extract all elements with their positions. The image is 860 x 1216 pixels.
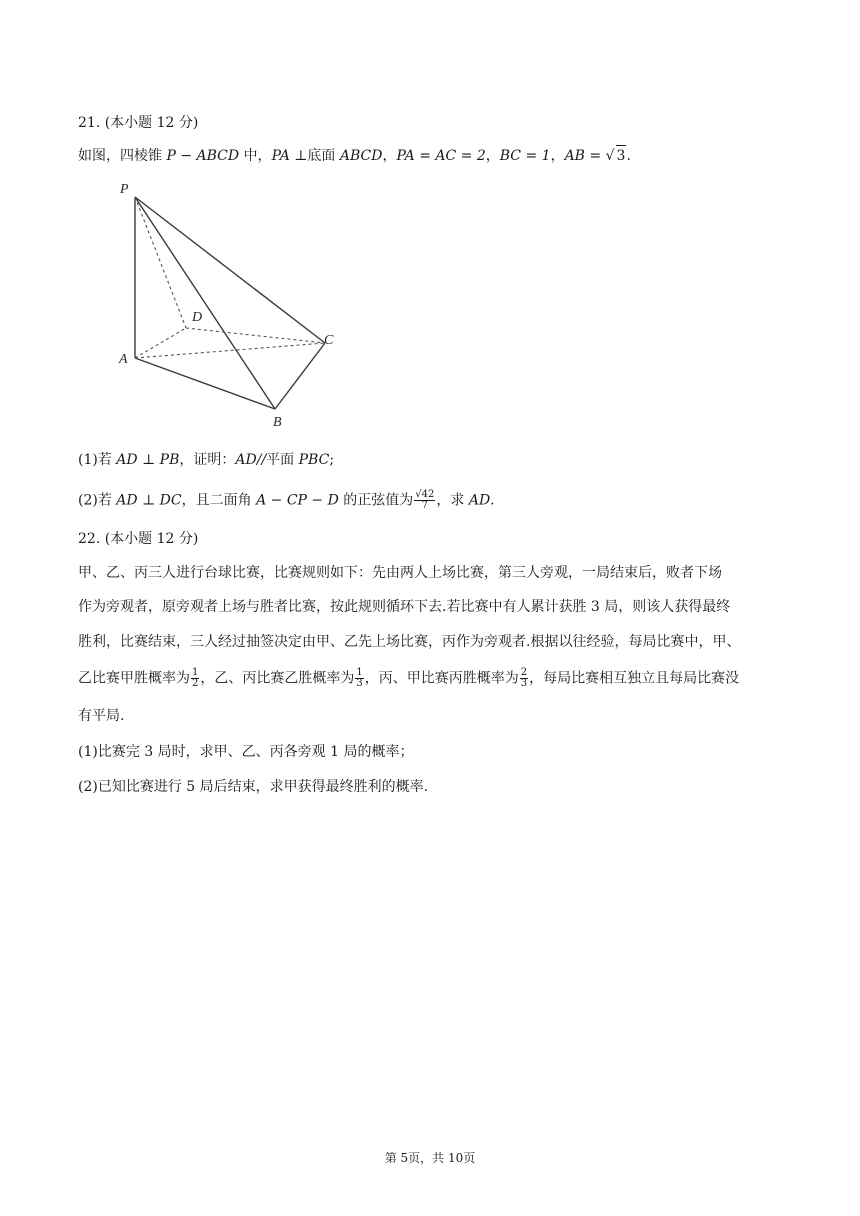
q22-part1 [78, 742, 413, 762]
q21-part2-mid3: ，求 [436, 492, 469, 509]
q21-part2-mid1: ，且二面角 [181, 492, 257, 509]
q21-part2-prefix: (2)若 [78, 492, 117, 509]
label-a: A [119, 352, 128, 367]
edge-ac [135, 343, 325, 358]
q21-part2 [78, 490, 495, 511]
q21-base-name: ABCD [339, 148, 383, 164]
edge-ab [135, 358, 275, 409]
q21-pyramid-name: P − ABCD [166, 148, 240, 164]
q21-part1-condition: AD ⊥ PB [116, 452, 180, 468]
q21-part2-end: . [490, 492, 495, 509]
q22-line2-text: 作为旁观者，原旁观者上场与胜者比赛，按此规则循环下去.若比赛中有人累计获胜 3 局，则该人获得最终 [78, 599, 731, 615]
q22-header-text: 22. (本小题 12 分) [78, 531, 199, 547]
q21-part1-end: ; [329, 452, 335, 468]
q21-part1-prefix: (1)若 [78, 452, 117, 468]
q21-header-text: 21. (本小题 12 分) [78, 115, 199, 131]
fraction-denominator: 3 [520, 678, 528, 689]
q21-stem-mid4: ， [485, 148, 500, 164]
q22-frac-3 [520, 668, 528, 689]
q21-length-bc: BC = 1 [499, 148, 551, 164]
q21-sqrt-symbol: √ [605, 148, 615, 164]
q21-length-pa-ac: PA = AC = 2 [396, 148, 486, 164]
pyramid-figure [112, 178, 352, 428]
q21-part1 [78, 450, 334, 470]
q21-stem-prefix: 如图，四棱锥 [78, 148, 167, 164]
q22-line5-text: 有平局. [78, 708, 125, 724]
label-d: D [192, 310, 203, 325]
q21-part2-mid2: 的正弦值为 [338, 492, 414, 509]
fraction-denominator: 2 [192, 678, 199, 689]
fraction-denominator: 3 [356, 678, 363, 689]
q22-line4-d: ，每局比赛相互独立且每局比赛没 [529, 670, 740, 687]
q22-line4-b: ，乙、丙比赛乙胜概率为 [200, 670, 355, 687]
q21-stem-end: . [626, 148, 631, 164]
fraction-numerator: √42 [415, 489, 435, 500]
fraction-numerator: 2 [520, 667, 528, 678]
q22-frac-1 [191, 668, 199, 689]
q21-stem [78, 145, 631, 166]
q21-header [78, 113, 198, 133]
q22-part2 [78, 777, 428, 797]
label-p: P [120, 182, 129, 197]
q21-part2-target: AD [468, 492, 491, 509]
q22-part1-text: (1)比赛完 3 局时，求甲、乙、丙各旁观 1 局的概率； [78, 744, 414, 760]
edge-pb [135, 197, 275, 409]
q22-line4 [78, 668, 739, 689]
q21-stem-mid1: 中， [239, 148, 272, 164]
fraction-numerator: 1 [192, 667, 199, 678]
q21-stem-mid2: ⊥底面 [289, 148, 340, 164]
q21-stem-mid5: ， [550, 148, 565, 164]
q21-sqrt-value: 3 [616, 145, 627, 166]
q22-line5 [78, 706, 124, 726]
q22-part2-text: (2)已知比赛进行 5 局后结束，求甲获得最终胜利的概率. [78, 779, 429, 795]
label-c: C [324, 333, 334, 348]
q22-line2 [78, 597, 730, 617]
fraction-denominator: 7 [421, 500, 428, 511]
q22-line4-a: 乙比赛甲胜概率为 [78, 670, 190, 687]
q22-header [78, 529, 198, 549]
q21-part1-parallel: AD// [235, 452, 267, 468]
q22-line3-text: 胜利，比赛结束，三人经过抽签决定由甲、乙先上场比赛，丙作为旁观者.根据以往经验，每局比赛中，甲、 [78, 634, 741, 650]
q21-part1-mid: ，证明： [179, 452, 236, 468]
edge-bc [275, 343, 325, 409]
q21-part2-fraction [414, 490, 435, 511]
q22-line1-text: 甲、乙、丙三人进行台球比赛，比赛规则如下：先由两人上场比赛，第三人旁观，一局结束后，败者下场 [78, 565, 722, 581]
q21-stem-mid3: ， [382, 148, 397, 164]
label-b: B [273, 415, 282, 428]
q21-length-ab: AB = [564, 148, 606, 164]
q21-segment-pa: PA [271, 148, 290, 164]
q21-part1-plane: PBC [298, 452, 330, 468]
q21-part2-condition: AD ⊥ DC [116, 492, 182, 509]
fraction-numerator: 1 [356, 667, 363, 678]
page-number: 第 5页，共 10页 [384, 1151, 476, 1165]
edge-dc [186, 328, 325, 343]
edge-ad [135, 328, 186, 358]
q22-line3 [78, 632, 740, 652]
q22-line1 [78, 563, 722, 583]
q21-part2-dihedral: A − CP − D [256, 492, 339, 509]
q22-line4-c: ，丙、甲比赛丙胜概率为 [364, 670, 519, 687]
page-footer [0, 1150, 860, 1166]
q21-part1-plane-word: 平面 [266, 452, 299, 468]
q22-frac-2 [355, 668, 363, 689]
